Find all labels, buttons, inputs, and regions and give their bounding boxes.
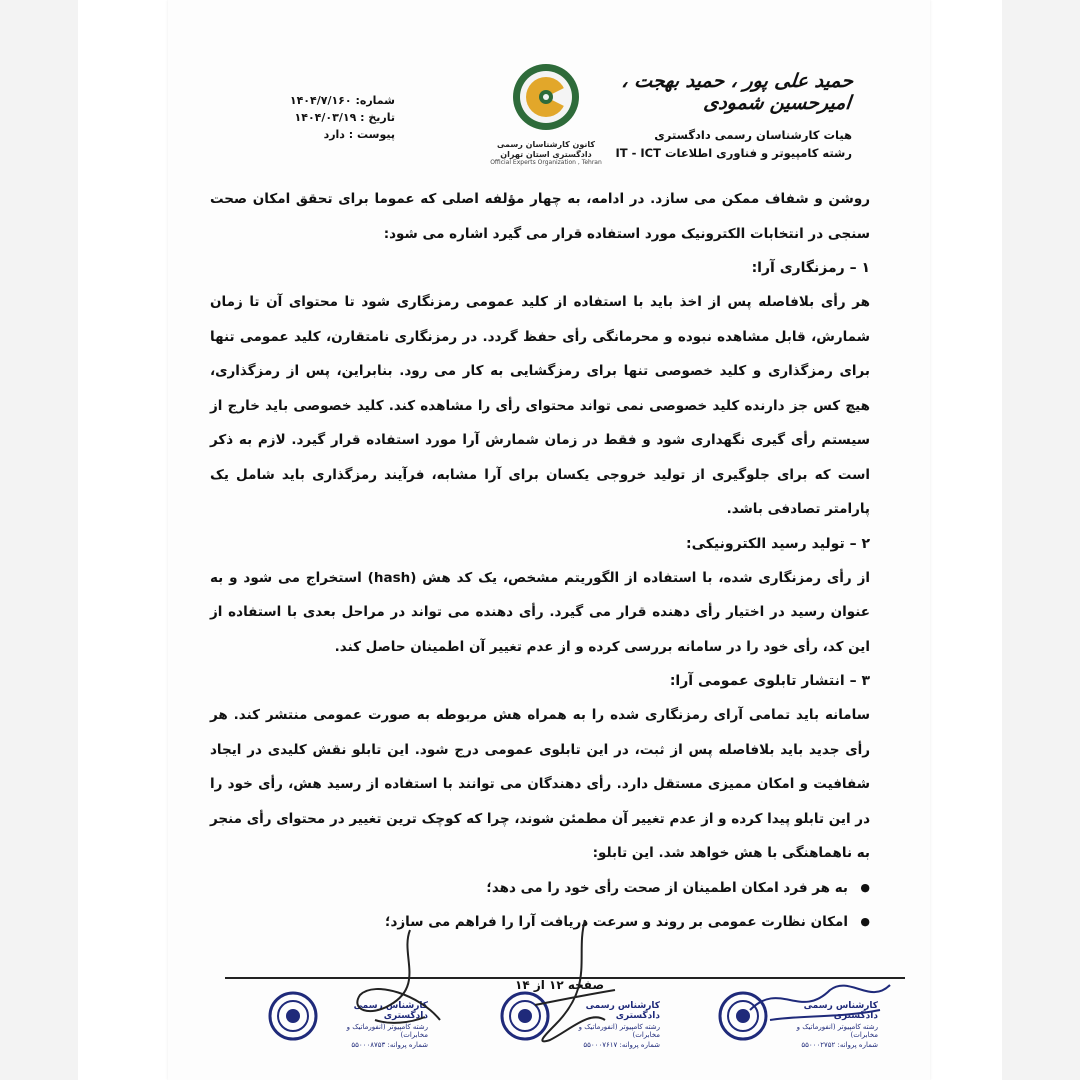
section-1-text: هر رأی بلافاصله پس از اخذ باید با استفاده از کلید عمومی رمزنگاری شود تا محتوای آن تا زمان شمارش، قابل مشاهده نبوده و محرمانگی رأی حفظ گردد. در رمزنگاری نامتقارن، کلید عمومی تنها برای رمزگذاری و کلید خصوصی تنها برای رمزگشایی به کار می رود. بنابراین، پس از رمزگذاری، هیچ کس جز دارنده کلید خصوصی نمی تواند محتوای رأی را مشاهده کند. کلید خصوصی باید خارج از سیستم رأی گیری نگهداری شود و فقط در زمان شمارش آرا مورد استفاده قرار گیرد. لازم به ذکر است که برای جلوگیری از تولید خروجی یکسان برای آرا مشابه، فرآیند رمزگذاری باید شامل یک پارامتر تصادفی باشد.: [210, 294, 870, 517]
seal-icon: [500, 991, 550, 1041]
right-margin-strip: [1002, 0, 1080, 1080]
document-content: [200, 0, 900, 1080]
document-meta: [215, 92, 395, 143]
left-margin-strip: [0, 0, 78, 1080]
intro-paragraph: روشن و شفاف ممکن می سازد. در ادامه، به چهار مؤلفه اصلی که عموما برای تحقق امکان صحت سنجی در انتخابات الکترونیک مورد استفاده قرار می گیرد اشاره می شود:: [210, 191, 870, 242]
document-attachment: پیوست : دارد: [323, 128, 395, 141]
document-number: شماره: ۱۴۰۴/۷/۱۶۰: [289, 94, 395, 107]
stamp-title: کارشناس رسمی دادگستری: [353, 1001, 428, 1021]
stamp-title: کارشناس رسمی دادگستری: [803, 1001, 878, 1021]
organization-logo: [486, 62, 606, 166]
stamp-field: رشته کامپیوتر (انفورماتیک و مخابرات): [346, 1023, 428, 1039]
section-3-text: سامانه باید تمامی آرای رمزنگاری شده را به همراه هش مربوطه به صورت عمومی منتشر کند. هر رأی جدید باید بلافاصله پس از ثبت، در این تابلوی عمومی درج شود. این تابلو نقش کلیدی در ایجاد شفافیت و امکان ممیزی مستقل دارد. رأی دهندگان می توانند با استفاده از رسید هش، رأی خود را در این تابلو پیدا کرده و از عدم تغییر آن مطمئن شوند، چرا که کوچک ترین تغییر در محتوای رأی منجر به ناهماهنگی با هش خواهد شد. این تابلو:: [210, 707, 870, 861]
header-field: رشته کامپیوتر و فناوری اطلاعات IT - ICT: [615, 146, 852, 160]
stamp-license: شماره پروانه: ۵۵۰۰۰۷۶۱۷: [583, 1041, 660, 1049]
stamp-field: رشته کامپیوتر (انفورماتیک و مخابرات): [796, 1023, 878, 1039]
page-number: صفحه ۱۲ از ۱۴: [515, 978, 605, 992]
section-1-title: ۱ – رمزنگاری آرا:: [751, 260, 870, 276]
emblem-icon: [511, 62, 581, 132]
section-2-text: از رأی رمزنگاری شده، با استفاده از الگوریتم مشخص، یک کد هش (hash) استخراج می شود و به عنوان رسید در اختیار رأی دهنده قرار می گیرد. رأی دهنده می تواند در مراحل بعدی با استفاده از این کد، رأی خود را در سامانه بررسی کرده و از عدم تغییر آن اطمینان حاصل کند.: [210, 569, 870, 655]
document-body: [210, 182, 870, 939]
section-3-title: ۳ – انتشار تابلوی عمومی آرا:: [669, 673, 870, 689]
stamp-license: شماره پروانه: ۵۵۰۰۰۸۷۵۳: [351, 1041, 428, 1049]
logo-subcaption: Official Experts Organization , Tehran: [490, 159, 602, 167]
expert-stamp-1: [268, 985, 428, 1055]
list-item: ● به هر فرد امکان اطمینان از صحت رأی خود را می دهد؛: [210, 871, 848, 905]
seal-icon: [718, 991, 768, 1041]
expert-stamp-2: [500, 985, 660, 1055]
section-2-title: ۲ – تولید رسید الکترونیکی:: [686, 535, 870, 552]
seal-icon: [268, 991, 318, 1041]
logo-caption: کانون کارشناسان رسمی دادگستری استان تهران: [496, 140, 596, 159]
bullet-list: [210, 871, 870, 939]
stamp-title: کارشناس رسمی دادگستری: [585, 1001, 660, 1021]
list-item: ● امکان نظارت عمومی بر روند و سرعت دریافت آرا را فراهم می سازد؛: [210, 905, 848, 939]
document-date: تاریخ : ۱۴۰۴/۰۳/۱۹: [294, 111, 395, 124]
expert-names: حمید علی پور ، حمید بهجت ، امیرحسین شمودی: [620, 70, 855, 114]
expert-stamp-3: [718, 985, 878, 1055]
stamp-license: شماره پروانه: ۵۵۰۰۰۲۷۵۲: [801, 1041, 878, 1049]
header-organization: هیات کارشناسان رسمی دادگستری: [654, 128, 852, 142]
stamp-field: رشته کامپیوتر (انفورماتیک و مخابرات): [578, 1023, 660, 1039]
